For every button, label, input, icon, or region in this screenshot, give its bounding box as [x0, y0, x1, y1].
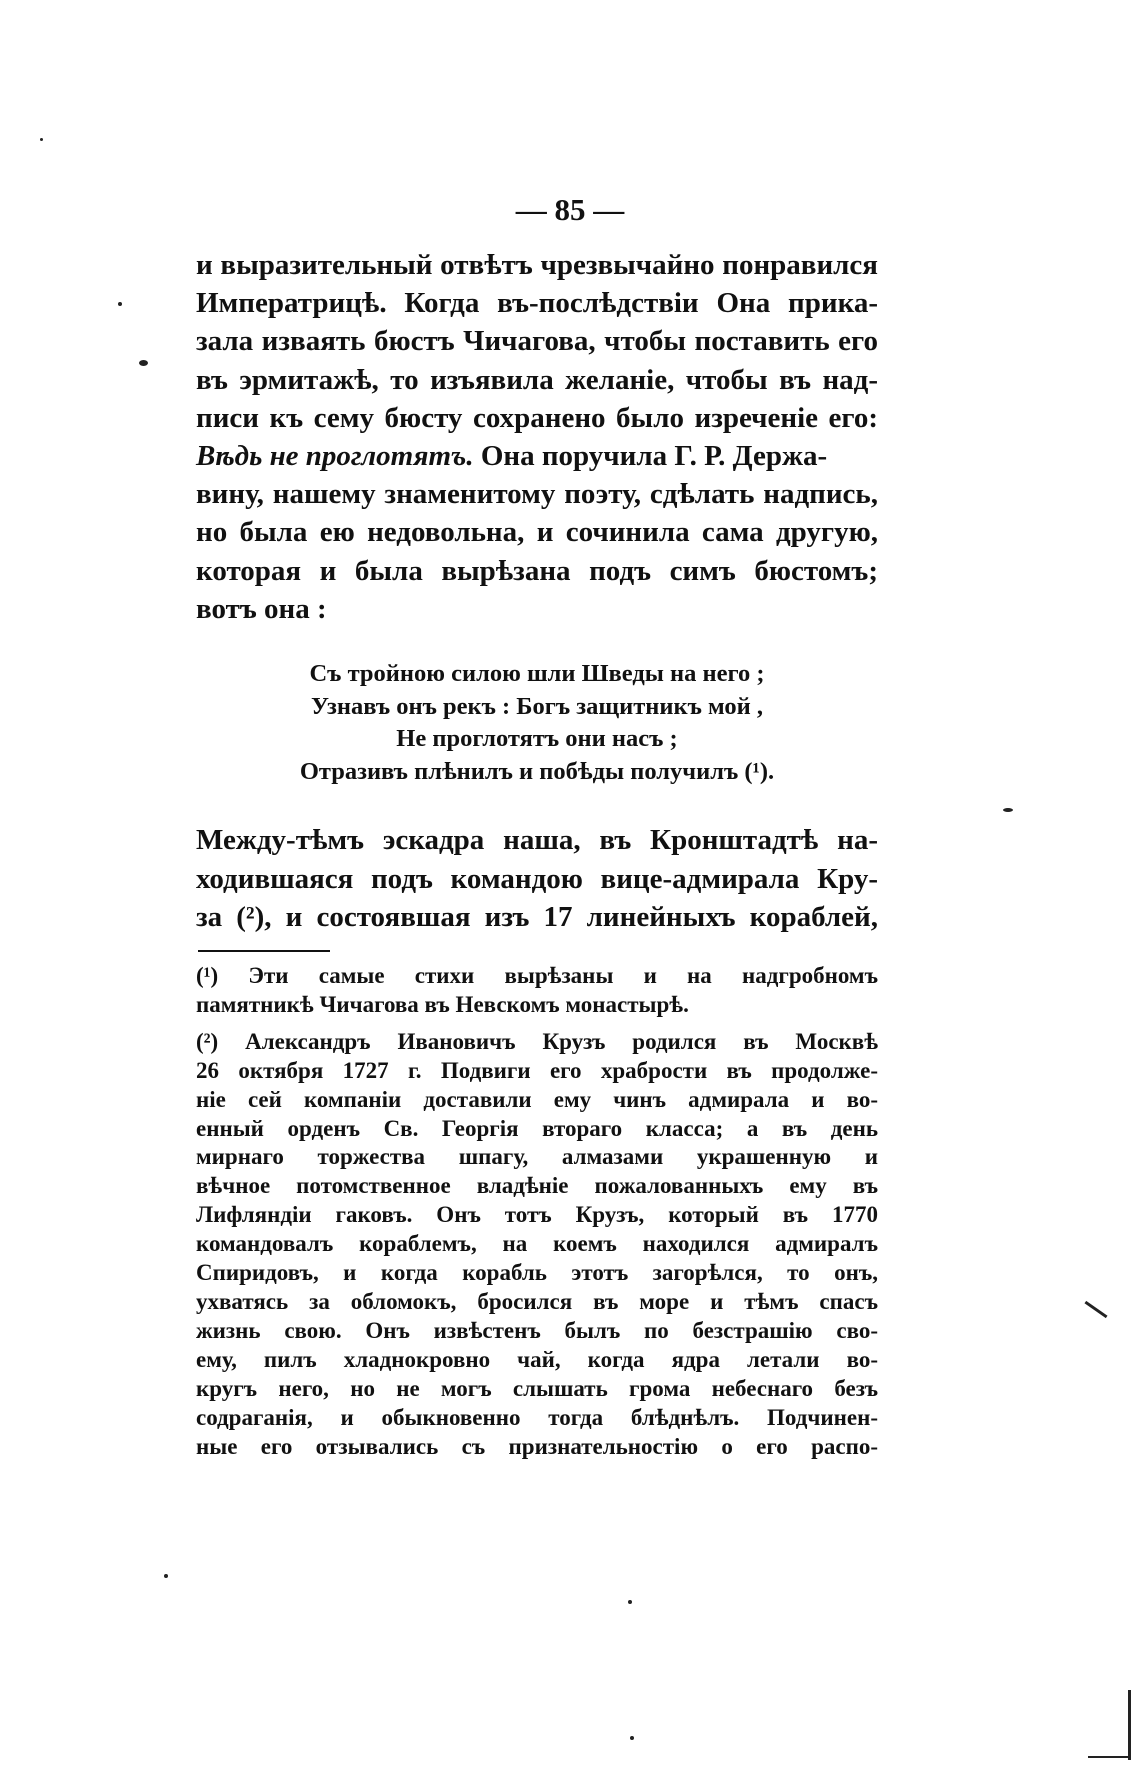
footnotes — [196, 962, 878, 1461]
scan-speck — [1003, 808, 1013, 812]
text-line: но была ею недовольна, и сочинила сама другую, — [196, 516, 878, 549]
footnote-line: (¹) Эти самые стихи вырѣзаны и на надгробномъ — [196, 963, 878, 988]
text-line: вотъ она : — [196, 592, 327, 625]
verse-line: Не проглотятъ они насъ ; — [396, 725, 678, 752]
main-paragraph — [196, 246, 878, 628]
text-line: Императрицѣ. Когда въ-послѣдствіи Она прика- — [196, 287, 878, 320]
scan-speck — [628, 1600, 632, 1604]
scan-edge-mark — [1088, 1756, 1130, 1758]
scan-speck — [630, 1736, 634, 1740]
text-line: писи къ сему бюсту сохранено было изреченіе его: — [196, 401, 878, 434]
footnote-line: мирнаго торжества шпагу, алмазами украшенную и — [196, 1144, 878, 1170]
footnote-line: енный орденъ Св. Георгія втораго класса; а въ день — [196, 1115, 878, 1141]
footnote-1 — [196, 962, 878, 1020]
text-line: зала изваять бюстъ Чичагова, чтобы поставить его — [196, 325, 878, 358]
footnote-line: памятникѣ Чичагова въ Невскомъ монастырѣ. — [196, 991, 689, 1017]
footnote-line: ніе сей компаніи доставили ему чинъ адмирала и во- — [196, 1086, 878, 1112]
footnote-line: жизнь свою. Онъ извѣстенъ былъ по безстрашію сво- — [196, 1317, 878, 1343]
second-paragraph — [196, 821, 878, 937]
verse-line: Узнавъ онъ рекъ : Богъ защитникъ мой , — [311, 692, 763, 720]
footnote-line: кругъ него, но не могъ слышать грома небеснаго безъ — [196, 1375, 878, 1401]
footnote-divider — [198, 950, 330, 952]
footnote-line: Лифляндіи гаковъ. Онъ тотъ Крузъ, который въ 1770 — [196, 1202, 878, 1228]
scan-edge-mark — [1128, 1690, 1131, 1760]
scan-speck — [40, 138, 43, 141]
text-line: Между-тѣмъ эскадра наша, въ Кронштадтѣ на- — [196, 824, 878, 856]
footnote-line: (²) Александръ Ивановичъ Крузъ родился въ Москвѣ — [196, 1028, 878, 1054]
scan-speck — [164, 1574, 168, 1578]
inscription-verse — [196, 658, 878, 788]
text-line: которая и была вырѣзана подъ симъ бюстомъ; — [196, 554, 878, 587]
footnote-line: командовалъ кораблемъ, на коемъ находился адмиралъ — [196, 1231, 878, 1257]
footnote-line: ему, пилъ хладнокровно чай, когда ядра летали во- — [196, 1346, 878, 1372]
scan-speck — [118, 302, 122, 306]
verse-line: Отразивъ плѣнилъ и побѣды получилъ (¹). — [299, 757, 775, 785]
footnote-2 — [196, 1028, 878, 1462]
footnote-line: вѣчное потомственное владѣніе пожалованныхъ ему въ — [196, 1173, 878, 1199]
text-line-continuation: Она поручила Г. Р. Держа- — [473, 440, 828, 473]
text-line: въ эрмитажѣ, то изъявила желаніе, чтобы въ над- — [196, 363, 878, 396]
scan-edge-mark — [1084, 1301, 1107, 1318]
text-line: ходившаяся подъ командою вице-адмирала Кру- — [196, 862, 878, 895]
footnote-line: ухватясь за обломокъ, бросился въ море и тѣмъ спасъ — [196, 1288, 878, 1314]
text-line: вину, нашему знаменитому поэту, сдѣлать надпись, — [196, 478, 878, 511]
verse-line: Съ тройною силою шли Шведы на него ; — [309, 660, 765, 687]
footnote-line: 26 октября 1727 г. Подвиги его храбрости въ продолже- — [196, 1057, 878, 1083]
footnote-line: ные его отзывались съ признательностію о его распо- — [196, 1433, 878, 1459]
text-line: и выразительный отвѣтъ чрезвычайно понравился — [196, 249, 878, 281]
text-line: за (²), и состоявшая изъ 17 линейныхъ кораблей, — [196, 901, 878, 933]
page-number: — 85 — — [515, 192, 625, 227]
footnote-line: Спиридовъ, и когда корабль этотъ загорѣлся, то онъ, — [196, 1260, 878, 1286]
text-line — [196, 437, 878, 475]
footnote-line: содраганія, и обыкновенно тогда блѣднѣлъ. Подчинен- — [196, 1404, 878, 1430]
scan-speck — [139, 360, 148, 366]
italic-quote: Вѣдь не проглотятъ. — [196, 440, 474, 473]
